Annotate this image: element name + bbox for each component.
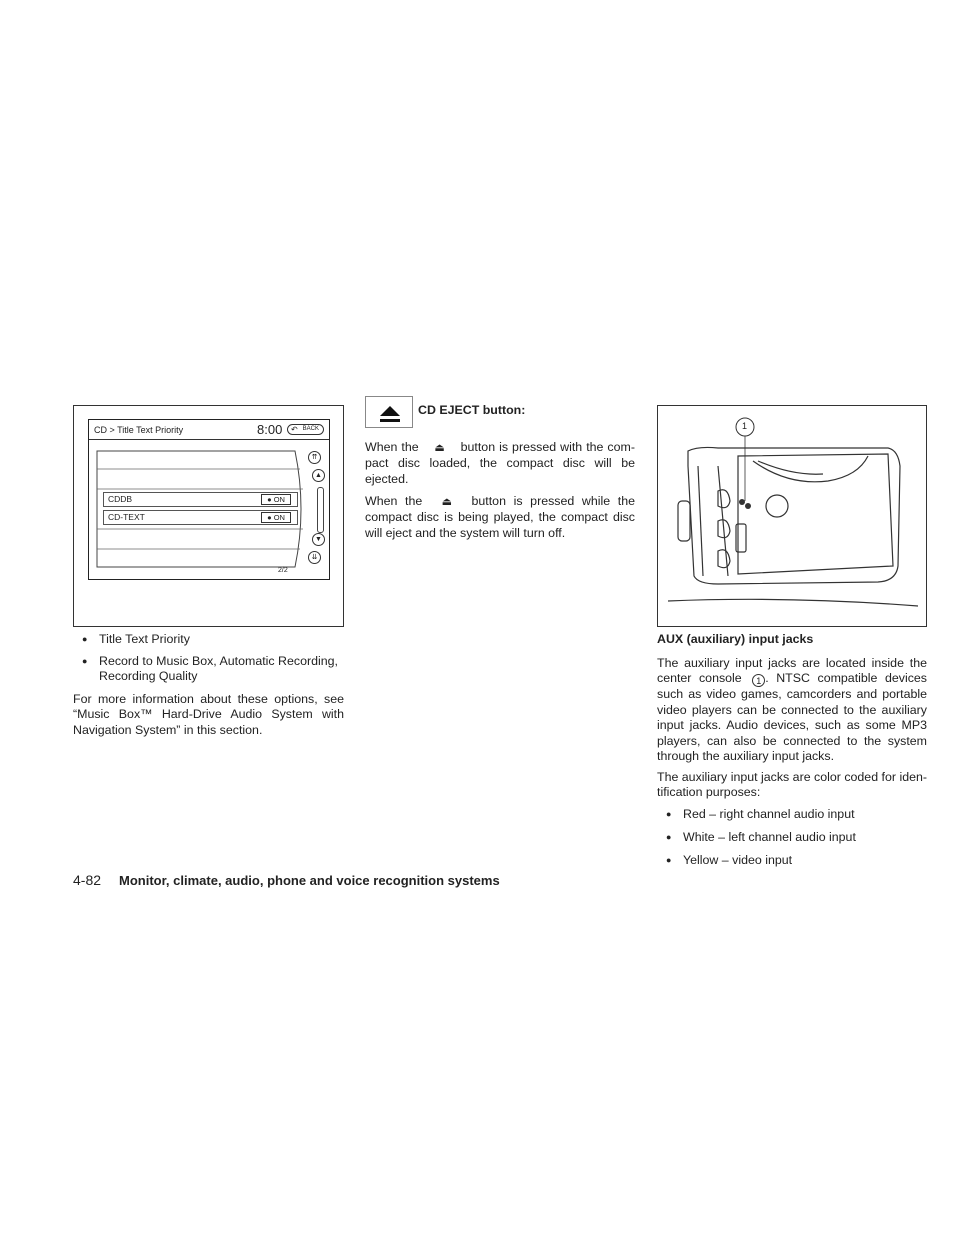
bullet-title-text-priority: ● Title Text Priority bbox=[73, 632, 344, 647]
list-item-cddb[interactable] bbox=[103, 492, 298, 507]
screen-figure bbox=[73, 405, 344, 627]
dot-icon: ● bbox=[267, 495, 272, 504]
aux-paragraph-2: The auxiliary input jacks are color coded for iden-tification purposes: bbox=[657, 770, 927, 800]
aux-paragraph-1: The auxiliary input jacks are located inside the center console 1 . NTSC compatible devices such as video games, camcorders and portable video players can be connected to the auxiliary input jacks. Audio devices, such as some MP3 players, can also be connected to the system through the auxiliary input jacks. bbox=[657, 656, 927, 764]
scroll-up-button[interactable]: ▲ bbox=[312, 469, 325, 482]
header-divider bbox=[89, 439, 329, 440]
on-indicator: ● ON bbox=[261, 512, 291, 523]
bullet-record-options: ● Record to Music Box, Automatic Recording, Recording Quality bbox=[73, 654, 344, 685]
eject-icon bbox=[366, 397, 414, 429]
page-number: 4-82 bbox=[73, 872, 102, 888]
scrollbar[interactable] bbox=[317, 487, 324, 533]
eject-inline-icon: ⏏ bbox=[434, 442, 445, 454]
cd-eject-heading: CD EJECT button: bbox=[418, 403, 526, 417]
section-title: Monitor, climate, audio, phone and voice recognition systems bbox=[119, 873, 500, 888]
console-illustration bbox=[658, 406, 926, 626]
list-outline bbox=[95, 449, 305, 569]
back-button[interactable] bbox=[287, 424, 324, 435]
eject-paragraph-2: When the ⏏ button is pressed while the compact disc is being played, the compact disc will eject and the system will turn off. bbox=[365, 494, 635, 540]
console-figure bbox=[657, 405, 927, 627]
back-arrow-icon: ↶ bbox=[291, 425, 298, 434]
list-item-cd-text[interactable] bbox=[103, 510, 298, 525]
page-down-button[interactable]: ⇊ bbox=[308, 551, 321, 564]
list-item-label: CDDB bbox=[108, 494, 133, 504]
eject-paragraph-1: When the ⏏ button is pressed with the com-pact disc loaded, the compact disc will be ejected. bbox=[365, 440, 635, 486]
bullet-yellow: ● Yellow – video input bbox=[657, 853, 928, 868]
callout-number: 1 bbox=[742, 421, 748, 431]
screen-header-title: CD > Title Text Priority bbox=[94, 425, 184, 435]
screen-clock: 8:00 bbox=[257, 422, 283, 437]
back-label: BACK bbox=[302, 426, 319, 432]
on-indicator: ● ON bbox=[261, 494, 291, 505]
left-paragraph: For more information about these options, see “Music Box™ Hard-Drive Audio System with Navigation System” in this section. bbox=[73, 692, 344, 737]
callout-1-icon: 1 bbox=[752, 674, 765, 687]
eject-icon-box bbox=[365, 396, 413, 428]
page-indicator: 2/2 bbox=[278, 567, 288, 574]
bullet-red: ● Red – right channel audio input bbox=[657, 807, 928, 822]
dot-icon: ● bbox=[267, 513, 272, 522]
aux-heading: AUX (auxiliary) input jacks bbox=[657, 632, 814, 646]
scroll-down-button[interactable]: ▼ bbox=[312, 533, 325, 546]
page-up-button[interactable]: ⇈ bbox=[308, 451, 321, 464]
list-item-label: CD-TEXT bbox=[108, 512, 145, 522]
display-screen bbox=[88, 419, 330, 580]
eject-inline-icon: ⏏ bbox=[441, 496, 453, 508]
bullet-white: ● White – left channel audio input bbox=[657, 830, 928, 845]
